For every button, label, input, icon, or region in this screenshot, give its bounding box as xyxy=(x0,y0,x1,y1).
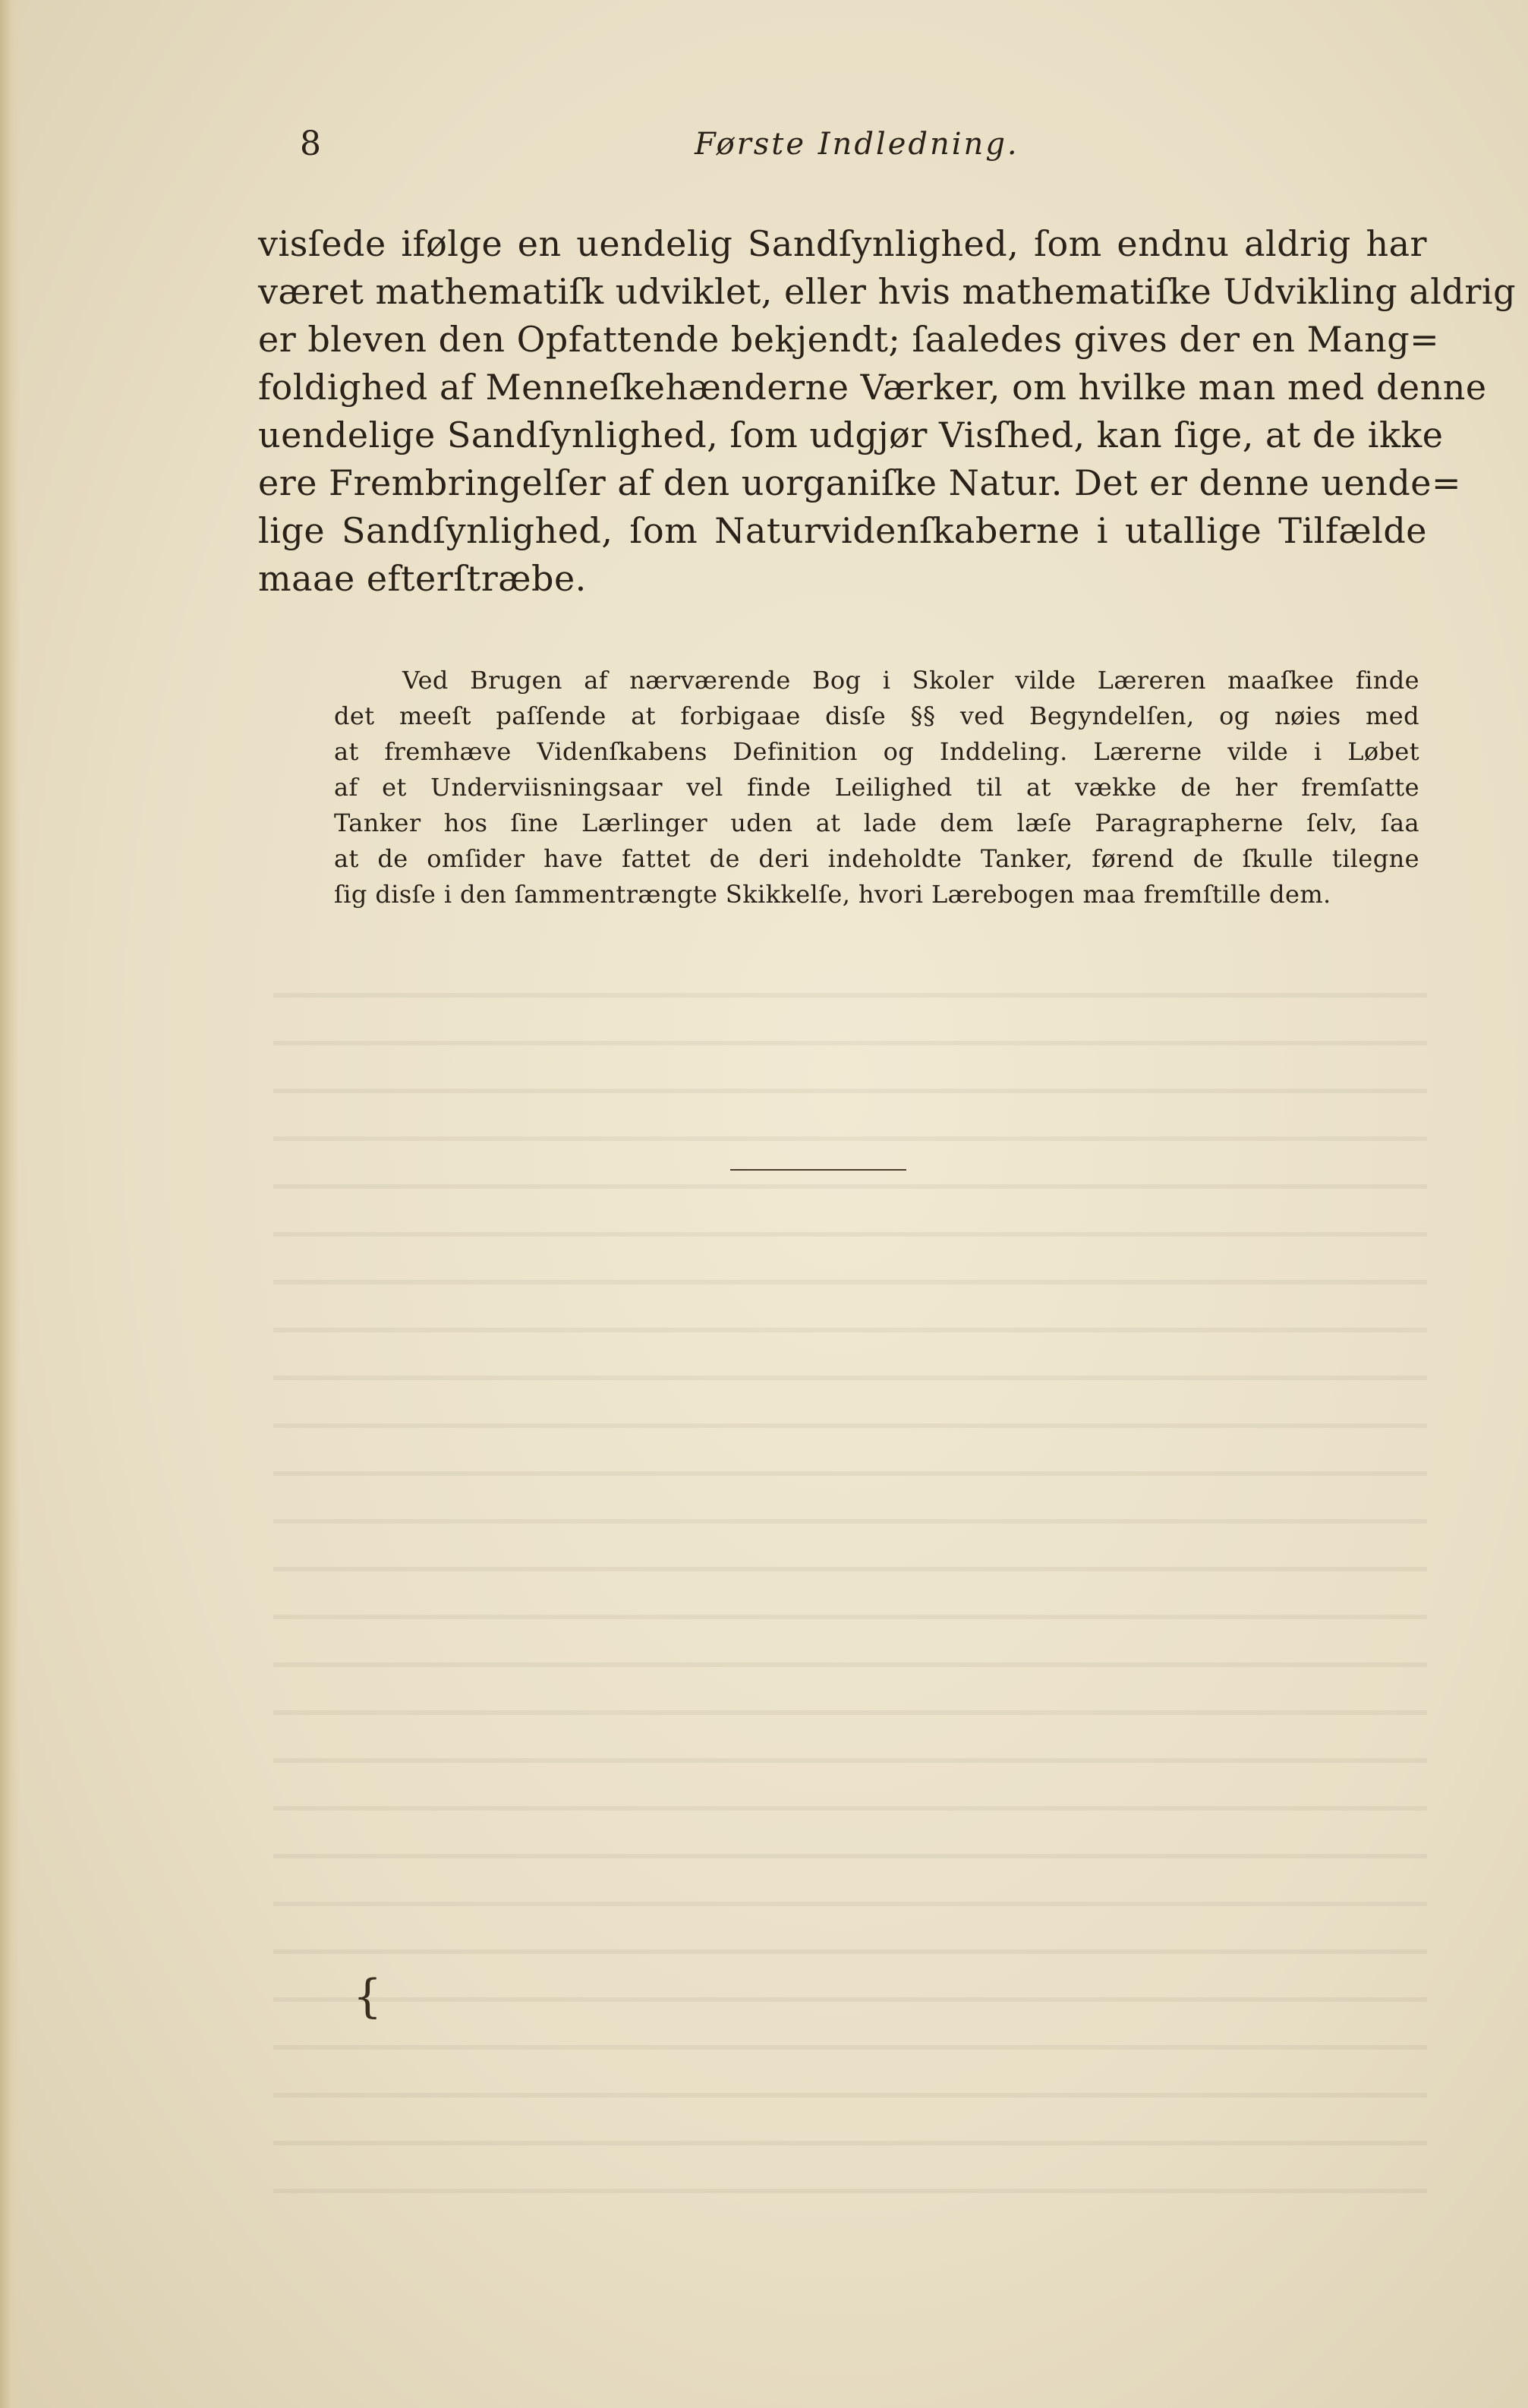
show-through-text xyxy=(273,972,1427,2217)
stray-bracket-mark: { xyxy=(353,1970,383,2023)
body-line: været mathematiſk udviklet, eller hvis mathematiſke Udvikling aldrig xyxy=(258,271,1517,312)
section-divider-rule xyxy=(730,1169,906,1171)
body-line: lige Sandſynlighed, ſom Naturvidenſkaberne i utallige Tilfælde xyxy=(258,510,1427,551)
page-header xyxy=(300,121,1423,167)
note-line: ſig disſe i den ſammentrængte Skikkelſe, hvori Lærebogen maa fremſtille dem. xyxy=(334,880,1331,909)
body-line: maae efterſtræbe. xyxy=(258,558,587,599)
body-line: er bleven den Opfattende bekjendt; ſaaledes gives der en Mang= xyxy=(258,319,1440,360)
teaching-note xyxy=(334,663,1419,912)
body-line: visſede ifølge en uendelig Sandſynlighed, ſom endnu aldrig har xyxy=(258,223,1427,264)
body-line: ere Frembringelſer af den uorganiſke Natur. Det er denne uende= xyxy=(258,462,1462,503)
main-paragraph xyxy=(258,220,1517,603)
body-line: uendelige Sandſynlighed, ſom udgjør Visſhed, kan ſige, at de ikke xyxy=(258,414,1444,455)
note-line: det meeſt paſſende at forbigaae disſe §§ ved Begyndelſen, og nøies med xyxy=(334,701,1419,730)
note-line: af et Underviisningsaar vel finde Leilighed til at vække de her fremſatte xyxy=(334,773,1419,802)
page-gutter-edge xyxy=(0,0,20,2408)
note-line: at de omſider have fattet de deri indeholdte Tanker, førend de ſkulle tilegne xyxy=(334,844,1419,873)
page-number: 8 xyxy=(300,124,322,163)
running-title: Første Indledning. xyxy=(695,127,1019,162)
note-line: at fremhæve Videnſkabens Definition og Inddeling. Lærerne vilde i Løbet xyxy=(334,737,1419,766)
note-line: Tanker hos ſine Lærlinger uden at lade dem læſe Paragrapherne ſelv, ſaa xyxy=(334,808,1419,837)
note-line: Ved Brugen af nærværende Bog i Skoler vilde Læreren maaſkee finde xyxy=(402,666,1419,695)
body-line: foldighed af Menneſkehænderne Værker, om hvilke man med denne xyxy=(258,367,1487,408)
